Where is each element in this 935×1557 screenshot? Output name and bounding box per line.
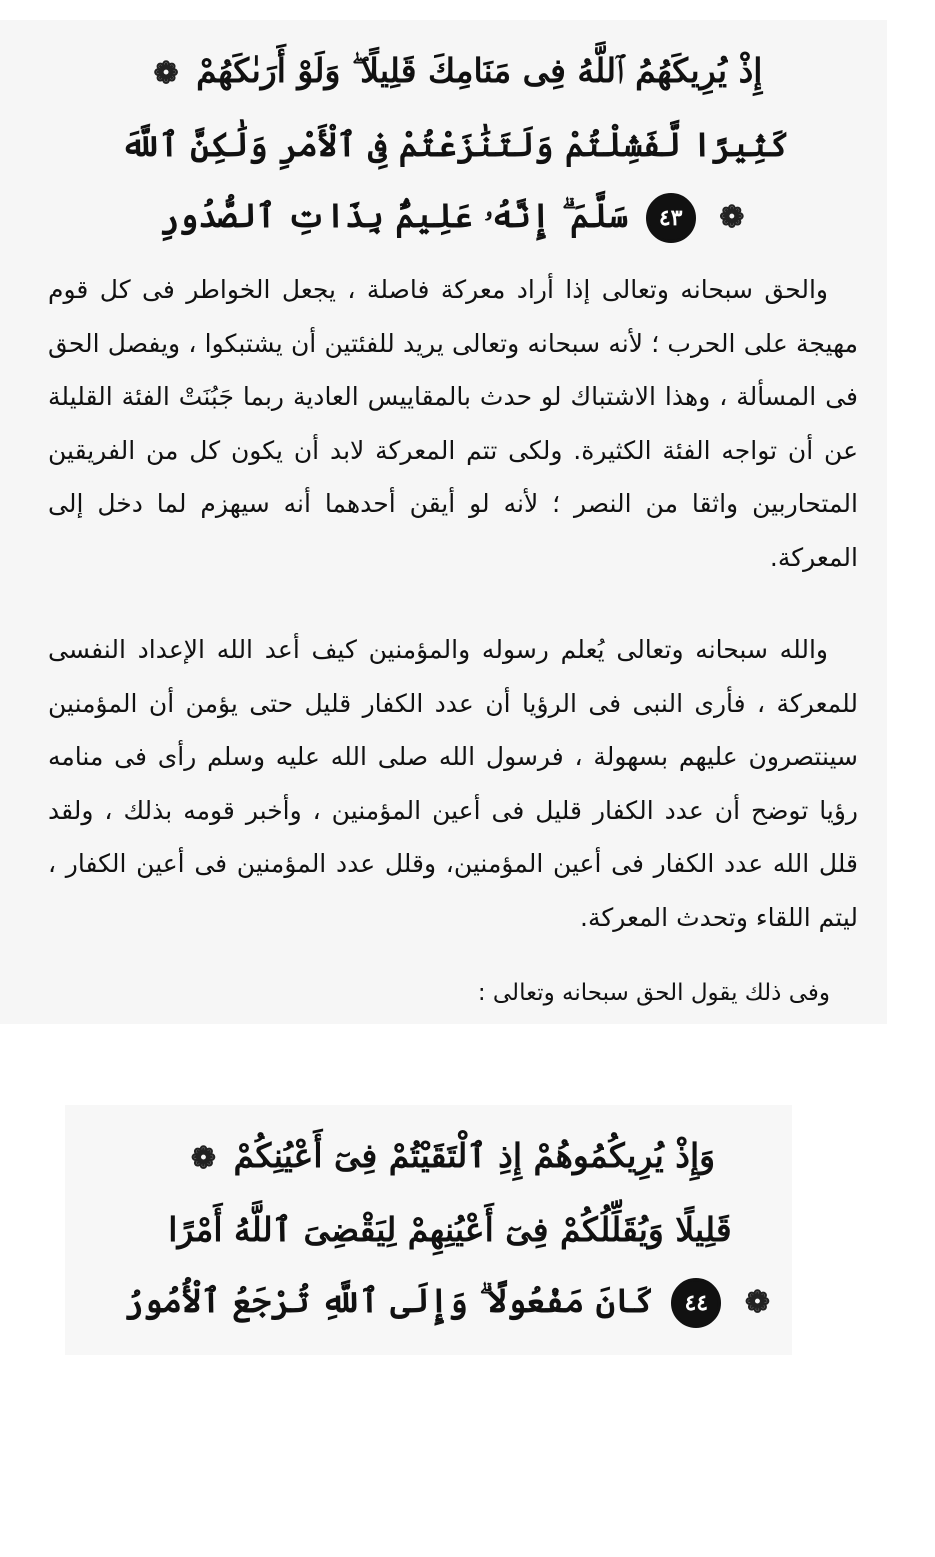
ornament-end-icon: ❁ <box>719 200 745 235</box>
verse-44-line-1-text: وَإِذْ يُرِيكُمُوهُمْ إِذِ ٱلْتَقَيْتُمْ فِىٓ أَعْيُنِكُمْ <box>233 1136 716 1175</box>
verse-44-line-3-text: كَانَ مَفْعُولًا ۗ وَإِلَى ٱللَّهِ تُرْجَعُ ٱلْأُمُورُ <box>124 1280 654 1320</box>
commentary-paragraph-1: والحق سبحانه وتعالى إذا أراد معركة فاصلة ، يجعل الخواطر فى كل قوم مهيجة على الحرب ؛ لأنه سبحانه وتعالى يريد للفئتين أن يشتبكوا ، ويفصل الحق فى المسألة ، وهذا الاشتباك لو حدث بالمقاييس العادية ربما جَبُنَتْ الفئة القليلة عن أن تواجه الفئة الكثيرة. ولكى تتم المعركة لابد أن يكون كل من الفريقين المتحاربين واثقا من النصر ؛ لأنه لو أيقن أحدهما أنه سيهزم لما دخل إلى المعركة. <box>48 275 858 572</box>
verse-44-line-2: قَلِيلًا وَيُقَلِّلُكُمْ فِىٓ أَعْيُنِهِمْ لِيَقْضِىَ ٱللَّهُ أَمْرًا <box>168 1209 732 1249</box>
verse-43-line-3 <box>105 180 805 254</box>
verse-44-line-3 <box>100 1265 800 1339</box>
verse-44-line-1 <box>100 1120 800 1194</box>
verse-44-block <box>100 1120 800 1338</box>
verse-43-line-1 <box>105 35 805 109</box>
verse-43-line-1-text: إِذْ يُرِيكَهُمُ ٱللَّهُ فِى مَنَامِكَ قَلِيلًا ۖ وَلَوْ أَرَىٰكَهُمْ <box>196 51 763 90</box>
ornament-end-icon: ❁ <box>744 1285 770 1320</box>
commentary-paragraph-2: والله سبحانه وتعالى يُعلم رسوله والمؤمنين كيف أعد الله الإعداد النفسى للمعركة ، فأرى النبى فى الرؤيا أن عدد الكفار قليل حتى يؤمن أن المؤمنين سينتصرون عليهم بسهولة ، فرسول الله صلى الله عليه وسلم رأى فى منامه رؤيا توضح أن عدد الكفار قليل فى أعين المؤمنين ، وأخبر قومه بذلك ، ولقد قلل الله عدد الكفار فى أعين المؤمنين، وقلل عدد المؤمنين فى أعين الكفار ، ليتم اللقاء وتحدث المعركة. <box>48 635 858 932</box>
verse-43-line-3-text: سَلَّمَ ۗ إِنَّهُۥ عَلِيمٌۢ بِذَاتِ ٱلصُّدُورِ <box>159 195 629 235</box>
verse-43-line-2: كَثِيرًا لَّفَشِلْتُمْ وَلَتَنَٰزَعْتُمْ فِى ٱلْأَمْرِ وَلَٰكِنَّ ٱللَّهَ <box>120 124 790 164</box>
ornament-start-icon: ❁ <box>190 1140 217 1176</box>
verse-introduction: وفى ذلك يقول الحق سبحانه وتعالى : <box>477 980 830 1006</box>
ayah-number-44: ٤٤ <box>671 1278 721 1328</box>
verse-43-block <box>105 35 805 253</box>
ayah-number-43: ٤٣ <box>646 193 696 243</box>
ornament-start-icon: ❁ <box>153 55 179 91</box>
